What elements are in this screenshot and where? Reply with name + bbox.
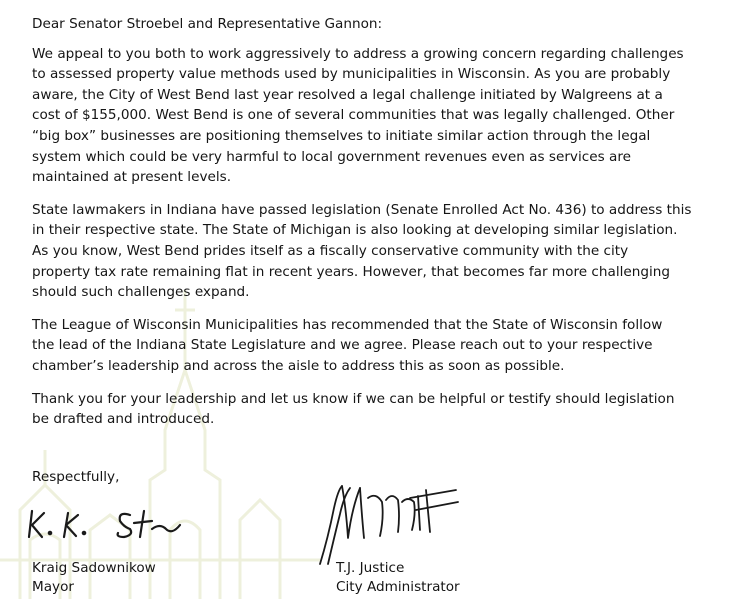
paragraph-line: be drafted and introduced. (32, 411, 215, 428)
paragraph-line: system which could be very harmful to local government revenues even as services are (32, 148, 631, 165)
paragraph-3 (32, 315, 722, 377)
paragraph-line: to assessed property value methods used by municipalities in Wisconsin. As you are probably (32, 66, 671, 83)
paragraph-line: cost of $155,000. West Bend is one of several communities that was legally challenged. Other (32, 107, 675, 124)
paragraph-line: The League of Wisconsin Municipalities has recommended that the State of Wisconsin follow (32, 316, 663, 333)
signer-name: T.J. Justice (336, 560, 405, 576)
paragraph-line: As you know, West Bend prides itself as a fiscally conservative community with the city (32, 242, 629, 259)
paragraph-4 (32, 389, 722, 430)
paragraph-line: “big box” businesses are positioning themselves to initiate similar action through the legal (32, 127, 651, 144)
signer-title: City Administrator (336, 579, 460, 595)
administrator-signature (306, 478, 466, 570)
signer-name: Kraig Sadownikow (32, 560, 156, 576)
paragraph-line: the lead of the Indiana State Legislature and we agree. Please reach out to your respective (32, 337, 653, 354)
paragraph-line: We appeal to you both to work aggressively to address a growing concern regarding challenges (32, 45, 684, 62)
paragraph-line: property tax rate remaining flat in recent years. However, that becomes far more challenging (32, 263, 671, 280)
mayor-signature (26, 503, 186, 547)
paragraph-line: aware, the City of West Bend last year resolved a legal challenge initiated by Walgreens at a (32, 86, 663, 103)
paragraph-line: State lawmakers in Indiana have passed legislation (Senate Enrolled Act No. 436) to address this (32, 201, 692, 218)
paragraph-line: in their respective state. The State of Michigan is also looking at developing similar legislation. (32, 222, 678, 239)
paragraph-line: Thank you for your leadership and let us know if we can be helpful or testify should legislation (32, 390, 675, 407)
signer-administrator (336, 559, 460, 597)
paragraph-2 (32, 200, 722, 303)
signer-mayor (32, 559, 156, 597)
closing: Respectfully, (32, 469, 120, 485)
paragraph-line: chamber’s leadership and across the aisle to address this as soon as possible. (32, 357, 565, 374)
paragraph-line: maintained at present levels. (32, 169, 232, 186)
salutation: Dear Senator Stroebel and Representative Gannon: (32, 16, 383, 32)
signer-title: Mayor (32, 579, 75, 595)
paragraph-line: should such challenges expand. (32, 284, 250, 301)
letter-body (32, 14, 722, 442)
paragraph-1 (32, 44, 722, 188)
